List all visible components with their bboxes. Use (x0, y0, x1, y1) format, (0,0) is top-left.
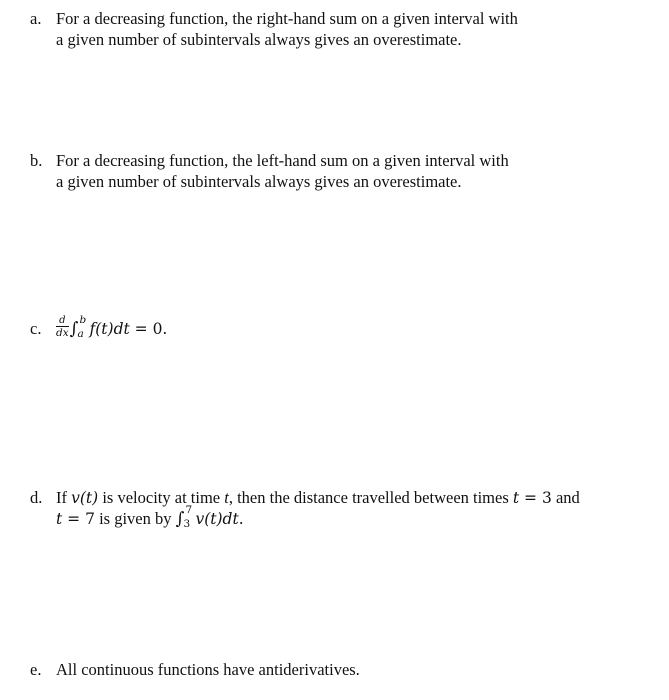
integral-upper-limit-d: 7 (185, 504, 193, 517)
text-distance: , then the distance travelled between times (228, 488, 513, 507)
eq2-var: t (56, 510, 63, 528)
statement-e-line1: All continuous functions have antiderivatives. (56, 660, 360, 679)
eq1-value: = 3 (519, 489, 552, 507)
integral-limits (77, 314, 87, 342)
eq2-value: = 7 (62, 510, 95, 528)
text-if: If (56, 488, 72, 507)
item-label-b: b. (30, 151, 43, 170)
item-label-e: e. (30, 660, 42, 679)
eq1-var: t (512, 489, 520, 507)
statement-c-formula (56, 314, 168, 342)
derivative-fraction (56, 315, 69, 339)
statement-d-line1 (56, 487, 580, 509)
integrand-d: v(t)dt (195, 510, 239, 528)
time-variable: t (224, 488, 229, 507)
integral-lower-limit: a (77, 328, 84, 341)
statement-b-line1: For a decreasing function, the left-hand sum on a given interval with (56, 151, 509, 170)
statement-b-line2: a given number of subintervals always gives an overestimate. (56, 172, 462, 191)
integrand: f(t)dt (89, 320, 130, 338)
period-d: . (238, 510, 244, 528)
integral-upper-limit: b (79, 314, 87, 327)
equals-zero: = 0. (129, 320, 168, 338)
statement-a-line2: a given number of subintervals always gives an overestimate. (56, 30, 462, 49)
item-label-d: d. (30, 488, 43, 507)
text-velocity: is velocity at time (98, 488, 225, 507)
item-label-c: c. (30, 319, 42, 338)
integral-sign-d: ∫ (175, 509, 185, 529)
text-given-by: is given by (94, 509, 176, 528)
statement-d-line2 (56, 504, 244, 532)
item-label-a: a. (30, 9, 42, 28)
text-and: and (551, 488, 580, 507)
integral-lower-limit-d: 3 (183, 518, 191, 531)
integral-sign: ∫ (69, 319, 79, 339)
integral-limits-d (183, 504, 193, 532)
fraction-numerator: d (56, 315, 69, 327)
velocity-function: v(t) (71, 489, 99, 507)
statement-a-line1: For a decreasing function, the right-hand sum on a given interval with (56, 9, 518, 28)
fraction-denominator: dx (56, 327, 69, 340)
